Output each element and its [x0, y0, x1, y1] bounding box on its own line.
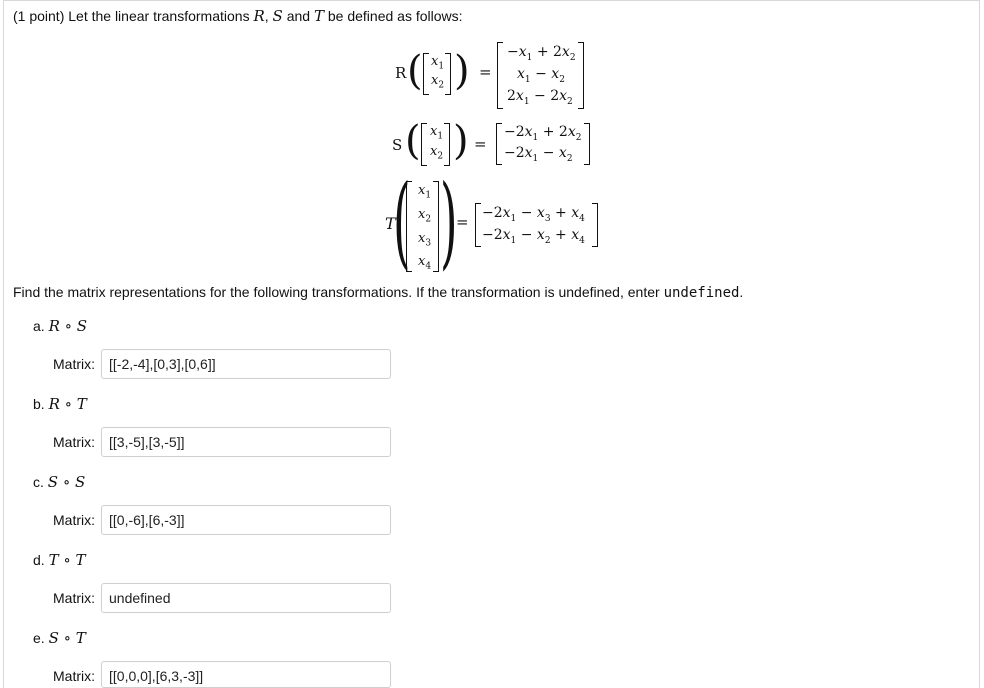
T-output-row1: $-2x_1 - x_3 + x_4$	[482, 205, 585, 224]
R-output-row3: $2x_1 - 2x_2$	[507, 88, 573, 107]
answer-input-b[interactable]: [[3,-5],[3,-5]]	[101, 427, 391, 457]
problem-intro	[13, 7, 463, 25]
instructions-end: .	[739, 284, 744, 300]
answer-input-e[interactable]: [[0,0,0],[6,3,-3]]	[101, 661, 391, 688]
instructions-text: Find the matrix representations for the following transformations. If the transformation is undefined, enter	[13, 284, 664, 300]
output-bracket-right	[592, 203, 598, 247]
part-letter: e.	[33, 630, 45, 646]
answer-input-a[interactable]: [[-2,-4],[0,3],[0,6]]	[101, 349, 391, 379]
output-bracket-right	[578, 42, 584, 109]
T-input-x3: $x_3$	[418, 231, 432, 249]
output-bracket-left	[496, 123, 502, 165]
S-output-row1: $-2x_1 + 2x_2$	[504, 124, 582, 143]
answer-input-c[interactable]: [[0,-6],[6,-3]]	[101, 505, 391, 535]
right-paren: )	[454, 48, 470, 94]
intro-suffix: be defined as follows:	[323, 8, 463, 24]
left-paren: (	[407, 48, 423, 94]
right-paren: )	[453, 118, 469, 164]
equals-sign: =	[456, 213, 469, 231]
equals-sign: =	[474, 135, 487, 153]
undefined-keyword: undefined	[663, 285, 740, 301]
part-expression: T ∘ T	[48, 551, 86, 569]
intro-S: S	[272, 7, 283, 25]
S-output-row2: $-2x_1 - x_2$	[504, 145, 573, 164]
part-a-label	[33, 317, 87, 335]
part-letter: d.	[33, 552, 45, 568]
output-bracket-left	[497, 42, 503, 109]
matrix-label-b: Matrix:	[53, 434, 95, 450]
part-d-label	[33, 551, 85, 569]
part-expression: S ∘ T	[48, 629, 86, 647]
left-paren: (	[393, 163, 411, 280]
func-name-S: S	[392, 136, 403, 154]
intro-R: R	[253, 7, 265, 25]
T-input-x4: $x_4$	[418, 254, 432, 272]
R-output-row2: $x_1 - x_2$	[517, 66, 565, 85]
S-input-x1: $x_1$	[430, 124, 444, 142]
part-letter: b.	[33, 396, 45, 412]
T-output-row2: $-2x_1 - x_2 + x_4$	[482, 227, 585, 246]
output-bracket-right	[584, 123, 590, 165]
T-input-x2: $x_2$	[418, 207, 432, 225]
part-c-label	[33, 473, 85, 491]
input-bracket-right	[433, 181, 439, 272]
part-expression: R ∘ T	[48, 395, 87, 413]
part-letter: a.	[33, 318, 45, 334]
right-paren: )	[440, 163, 458, 280]
T-input-x1: $x_1$	[418, 183, 432, 201]
func-name-R: R	[395, 64, 407, 82]
input-bracket-left	[423, 53, 429, 95]
part-expression: S ∘ S	[47, 473, 86, 491]
matrix-label-a: Matrix:	[53, 356, 95, 372]
intro-text: (1 point) Let the linear transformations	[13, 8, 254, 24]
instructions	[13, 284, 743, 301]
output-bracket-left	[475, 203, 481, 247]
part-e-label	[33, 629, 86, 647]
answer-input-d[interactable]: undefined	[101, 583, 391, 613]
matrix-label-e: Matrix:	[53, 668, 95, 684]
intro-and: and	[282, 8, 314, 24]
intro-T: T	[313, 7, 324, 25]
equals-sign: =	[479, 63, 492, 81]
S-input-x2: $x_2$	[430, 144, 444, 162]
R-output-row1: $-x_1 + 2x_2$	[507, 44, 576, 63]
input-bracket-left	[421, 123, 427, 166]
input-bracket-left	[406, 181, 412, 272]
part-b-label	[33, 395, 87, 413]
part-letter: c.	[33, 474, 44, 490]
input-bracket-right	[445, 53, 451, 95]
R-input-x2: $x_2$	[431, 73, 445, 91]
left-paren: (	[405, 118, 421, 164]
R-input-x1: $x_1$	[431, 54, 445, 72]
matrix-label-c: Matrix:	[53, 512, 95, 528]
func-name-T: T	[385, 214, 396, 233]
intro-comma: ,	[264, 8, 269, 24]
input-bracket-right	[444, 123, 450, 166]
part-expression: R ∘ S	[48, 317, 88, 335]
matrix-label-d: Matrix:	[53, 590, 95, 606]
